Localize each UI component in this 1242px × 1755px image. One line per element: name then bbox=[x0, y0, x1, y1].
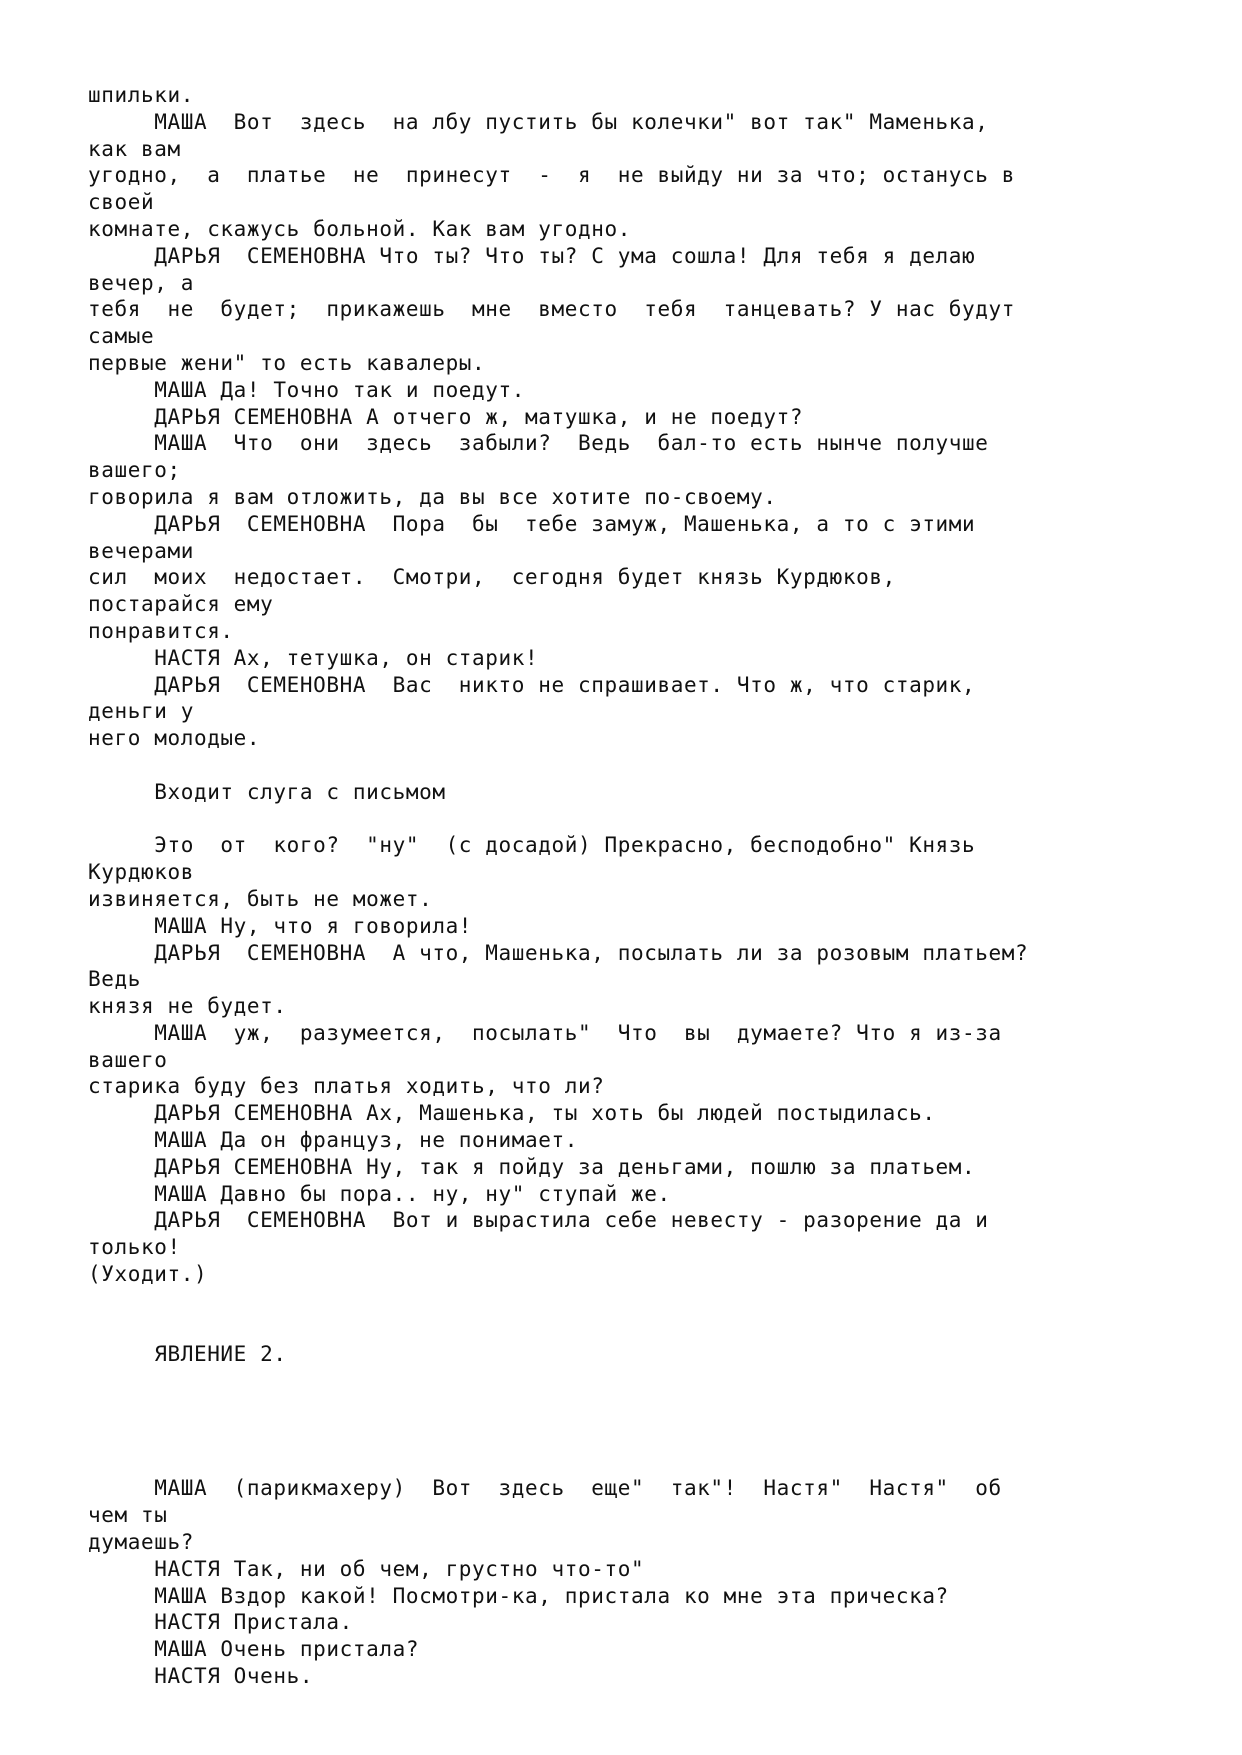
text-line: деньги у bbox=[88, 699, 194, 724]
text-line: Входит слуга с письмом bbox=[88, 779, 446, 804]
text-line: постарайся ему bbox=[88, 592, 274, 617]
text-line: МАША Очень пристала? bbox=[88, 1637, 420, 1662]
text-line: МАША уж, разумеется, посылать" Что вы думаете? Что я из-за bbox=[88, 1020, 1002, 1045]
text-line: НАСТЯ Пристала. bbox=[88, 1610, 353, 1635]
text-line: сил моих недостает. Смотри, сегодня будет князь Курдюков, bbox=[88, 565, 896, 590]
text-line bbox=[88, 1449, 1218, 1476]
text-line: ДАРЬЯ СЕМЕНОВНА Что ты? Что ты? С ума сошла! Для тебя я делаю bbox=[88, 243, 976, 268]
text-line: МАША (парикмахеру) Вот здесь еще" так"! Настя" Настя" об bbox=[88, 1476, 1002, 1501]
text-line: МАША Вот здесь на лбу пустить бы колечки" вот так" Маменька, bbox=[88, 109, 989, 134]
text-line: ЯВЛЕНИЕ 2. bbox=[88, 1342, 287, 1367]
text-line: вашего bbox=[88, 1047, 168, 1072]
text-line: извиняется, быть не может. bbox=[88, 886, 433, 911]
text-line: своей bbox=[88, 190, 155, 215]
text-line bbox=[88, 1395, 1218, 1422]
text-line: только! bbox=[88, 1235, 181, 1260]
text-line: ДАРЬЯ СЕМЕНОВНА Вот и вырастила себе невесту - разорение да и bbox=[88, 1208, 989, 1233]
text-line bbox=[88, 1368, 1218, 1395]
text-line: старика буду без платья ходить, что ли? bbox=[88, 1074, 605, 1099]
text-line: МАША Давно бы пора.. ну, ну" ступай же. bbox=[88, 1181, 671, 1206]
text-line: думаешь? bbox=[88, 1530, 194, 1555]
text-line: МАША Да! Точно так и поедут. bbox=[88, 377, 526, 402]
text-line: МАША Вздор какой! Посмотри-ка, пристала ко мне эта прическа? bbox=[88, 1583, 949, 1608]
text-line: первые жени" то есть кавалеры. bbox=[88, 350, 486, 375]
text-line: князя не будет. bbox=[88, 994, 287, 1019]
text-line: вечер, а bbox=[88, 270, 194, 295]
text-line: вашего; bbox=[88, 458, 181, 483]
text-line: ДАРЬЯ СЕМЕНОВНА Ах, Машенька, ты хоть бы людей постыдилась. bbox=[88, 1101, 936, 1126]
text-line: Ведь bbox=[88, 967, 141, 992]
text-line bbox=[88, 806, 1218, 833]
text-line: ДАРЬЯ СЕМЕНОВНА Пора бы тебе замуж, Машенька, а то с этими bbox=[88, 511, 976, 536]
text-line: Курдюков bbox=[88, 860, 194, 885]
text-line: НАСТЯ Так, ни об чем, грустно что-то" bbox=[88, 1556, 645, 1581]
text-line bbox=[88, 752, 1218, 779]
text-line: ДАРЬЯ СЕМЕНОВНА А отчего ж, матушка, и не поедут? bbox=[88, 404, 804, 429]
text-line: комнате, скажусь больной. Как вам угодно. bbox=[88, 216, 631, 241]
text-line: тебя не будет; прикажешь мне вместо тебя танцевать? У нас будут bbox=[88, 297, 1016, 322]
text-line: МАША Что они здесь забыли? Ведь бал-то есть нынче получше bbox=[88, 431, 989, 456]
play-text bbox=[88, 82, 1218, 1690]
text-line: Это от кого? "ну" (с досадой) Прекрасно, бесподобно" Князь bbox=[88, 833, 976, 858]
text-line: МАША Ну, что я говорила! bbox=[88, 913, 473, 938]
text-line: ДАРЬЯ СЕМЕНОВНА А что, Машенька, посылать ли за розовым платьем? bbox=[88, 940, 1029, 965]
text-line bbox=[88, 1315, 1218, 1342]
text-line: МАША Да он француз, не понимает. bbox=[88, 1128, 578, 1153]
text-line: шпильки. bbox=[88, 83, 194, 107]
text-line: чем ты bbox=[88, 1503, 168, 1528]
text-line: НАСТЯ Ах, тетушка, он старик! bbox=[88, 645, 539, 670]
text-line: него молодые. bbox=[88, 726, 261, 751]
text-line bbox=[88, 1288, 1218, 1315]
text-line: как вам bbox=[88, 136, 181, 161]
text-line: говорила я вам отложить, да вы все хотите по-своему. bbox=[88, 484, 777, 509]
text-line: угодно, а платье не принесут - я не выйду ни за что; останусь в bbox=[88, 163, 1016, 188]
text-line: НАСТЯ Очень. bbox=[88, 1664, 314, 1689]
text-line bbox=[88, 1422, 1218, 1449]
text-line: ДАРЬЯ СЕМЕНОВНА Ну, так я пойду за деньгами, пошлю за платьем. bbox=[88, 1154, 976, 1179]
text-line: самые bbox=[88, 324, 155, 349]
text-line: ДАРЬЯ СЕМЕНОВНА Вас никто не спрашивает. Что ж, что старик, bbox=[88, 672, 976, 697]
text-line: понравится. bbox=[88, 618, 234, 643]
text-line: (Уходит.) bbox=[88, 1262, 208, 1287]
text-line: вечерами bbox=[88, 538, 194, 563]
